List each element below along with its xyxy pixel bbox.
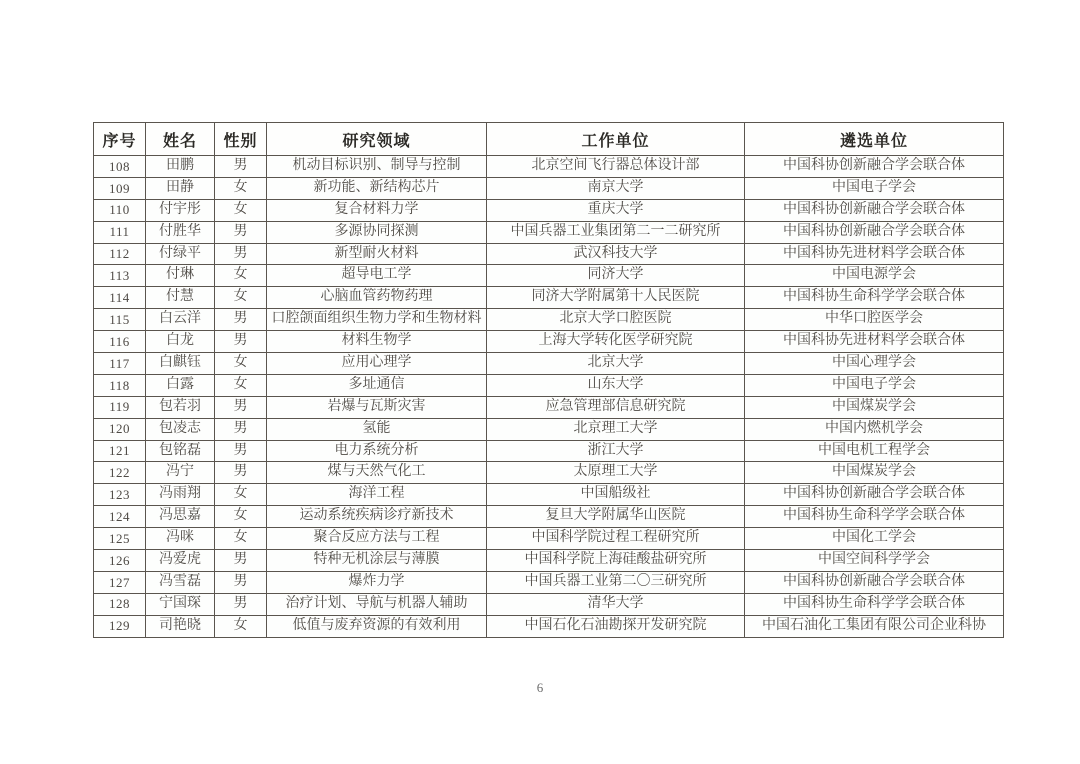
- table-cell-field: 岩爆与瓦斯灾害: [267, 396, 487, 418]
- table-cell-name: 包凌志: [146, 418, 215, 440]
- table-cell-index: 119: [94, 396, 146, 418]
- table-cell-name: 付琳: [146, 265, 215, 287]
- table-cell-gender: 女: [215, 506, 267, 528]
- table-cell-selector: 中国电子学会: [745, 374, 1004, 396]
- table-cell-selector: 中国科协创新融合学会联合体: [745, 156, 1004, 178]
- table-cell-index: 127: [94, 571, 146, 593]
- table-cell-index: 114: [94, 287, 146, 309]
- table-cell-workunit: 武汉科技大学: [487, 243, 745, 265]
- table-cell-field: 多址通信: [267, 374, 487, 396]
- table-cell-index: 118: [94, 374, 146, 396]
- table-cell-index: 110: [94, 199, 146, 221]
- table-cell-gender: 男: [215, 418, 267, 440]
- table-cell-name: 包铭磊: [146, 440, 215, 462]
- table-cell-selector: 中国煤炭学会: [745, 462, 1004, 484]
- table-cell-index: 112: [94, 243, 146, 265]
- table-cell-index: 123: [94, 484, 146, 506]
- table-cell-workunit: 中国兵器工业第二〇三研究所: [487, 571, 745, 593]
- table-cell-selector: 中国化工学会: [745, 528, 1004, 550]
- table-cell-selector: 中国空间科学学会: [745, 550, 1004, 572]
- table-cell-field: 应用心理学: [267, 353, 487, 375]
- table-cell-gender: 男: [215, 243, 267, 265]
- table-row: [94, 462, 1004, 484]
- table-cell-index: 126: [94, 550, 146, 572]
- table-cell-gender: 男: [215, 571, 267, 593]
- table-row: [94, 615, 1004, 637]
- table-cell-gender: 男: [215, 593, 267, 615]
- table-cell-workunit: 同济大学: [487, 265, 745, 287]
- table-cell-workunit: 南京大学: [487, 177, 745, 199]
- table-row: [94, 418, 1004, 440]
- table-cell-gender: 男: [215, 462, 267, 484]
- table-row: [94, 199, 1004, 221]
- table-cell-selector: 中国科协创新融合学会联合体: [745, 199, 1004, 221]
- table-row: [94, 243, 1004, 265]
- table-cell-gender: 男: [215, 221, 267, 243]
- table-cell-selector: 中国科协先进材料学会联合体: [745, 243, 1004, 265]
- table-row: [94, 440, 1004, 462]
- table-cell-workunit: 中国科学院上海硅酸盐研究所: [487, 550, 745, 572]
- table-cell-name: 白麒钰: [146, 353, 215, 375]
- table-cell-selector: 中国心理学会: [745, 353, 1004, 375]
- table-header-row: [94, 123, 1004, 156]
- table-cell-field: 机动目标识别、制导与控制: [267, 156, 487, 178]
- table-cell-field: 治疗计划、导航与机器人辅助: [267, 593, 487, 615]
- table-cell-workunit: 中国兵器工业集团第二一二研究所: [487, 221, 745, 243]
- table-cell-field: 材料生物学: [267, 331, 487, 353]
- table-cell-index: 113: [94, 265, 146, 287]
- table-cell-field: 复合材料力学: [267, 199, 487, 221]
- header-cell-index: 序号: [94, 123, 146, 156]
- table-cell-gender: 女: [215, 374, 267, 396]
- table-cell-index: 117: [94, 353, 146, 375]
- table-cell-index: 108: [94, 156, 146, 178]
- table-row: [94, 331, 1004, 353]
- table-cell-index: 124: [94, 506, 146, 528]
- header-cell-field: 研究领域: [267, 123, 487, 156]
- table-cell-field: 煤与天然气化工: [267, 462, 487, 484]
- table-cell-index: 121: [94, 440, 146, 462]
- table-cell-workunit: 中国石化石油勘探开发研究院: [487, 615, 745, 637]
- table-cell-field: 特种无机涂层与薄膜: [267, 550, 487, 572]
- table-cell-index: 120: [94, 418, 146, 440]
- table-cell-gender: 女: [215, 615, 267, 637]
- table-cell-index: 116: [94, 331, 146, 353]
- table-row: [94, 265, 1004, 287]
- table-row: [94, 309, 1004, 331]
- table-cell-name: 冯宁: [146, 462, 215, 484]
- table-cell-gender: 女: [215, 353, 267, 375]
- table-cell-workunit: 太原理工大学: [487, 462, 745, 484]
- table-cell-field: 口腔颌面组织生物力学和生物材料: [267, 309, 487, 331]
- table-cell-selector: 中国石油化工集团有限公司企业科协: [745, 615, 1004, 637]
- table-row: [94, 221, 1004, 243]
- table-cell-field: 低值与废弃资源的有效利用: [267, 615, 487, 637]
- table-cell-index: 125: [94, 528, 146, 550]
- header-cell-gender: 性别: [215, 123, 267, 156]
- table-cell-selector: 中国电源学会: [745, 265, 1004, 287]
- table-cell-name: 付慧: [146, 287, 215, 309]
- table-cell-field: 超导电工学: [267, 265, 487, 287]
- table-cell-selector: 中国科协生命科学学会联合体: [745, 287, 1004, 309]
- table-cell-field: 新型耐火材料: [267, 243, 487, 265]
- table-cell-workunit: 北京大学口腔医院: [487, 309, 745, 331]
- header-cell-workunit: 工作单位: [487, 123, 745, 156]
- table-cell-field: 运动系统疾病诊疗新技术: [267, 506, 487, 528]
- table-cell-workunit: 中国船级社: [487, 484, 745, 506]
- table-row: [94, 353, 1004, 375]
- table-cell-selector: 中国电子学会: [745, 177, 1004, 199]
- table-cell-workunit: 同济大学附属第十人民医院: [487, 287, 745, 309]
- table-cell-selector: 中国煤炭学会: [745, 396, 1004, 418]
- table-cell-gender: 女: [215, 265, 267, 287]
- table-cell-name: 宁国琛: [146, 593, 215, 615]
- table-cell-workunit: 北京理工大学: [487, 418, 745, 440]
- table-row: [94, 571, 1004, 593]
- table-cell-workunit: 上海大学转化医学研究院: [487, 331, 745, 353]
- table-cell-name: 白露: [146, 374, 215, 396]
- table-cell-workunit: 北京大学: [487, 353, 745, 375]
- table-cell-selector: 中国电机工程学会: [745, 440, 1004, 462]
- table-cell-name: 司艳晓: [146, 615, 215, 637]
- table-cell-workunit: 北京空间飞行器总体设计部: [487, 156, 745, 178]
- table-cell-gender: 男: [215, 550, 267, 572]
- table-cell-gender: 男: [215, 309, 267, 331]
- table-cell-field: 心脑血管药物药理: [267, 287, 487, 309]
- table-cell-name: 付宇彤: [146, 199, 215, 221]
- table-row: [94, 396, 1004, 418]
- table-cell-gender: 男: [215, 156, 267, 178]
- table-cell-name: 付胜华: [146, 221, 215, 243]
- table-cell-gender: 男: [215, 331, 267, 353]
- table-cell-field: 爆炸力学: [267, 571, 487, 593]
- table-cell-name: 白云洋: [146, 309, 215, 331]
- table-cell-index: 122: [94, 462, 146, 484]
- table-cell-gender: 女: [215, 528, 267, 550]
- header-cell-name: 姓名: [146, 123, 215, 156]
- table-cell-field: 多源协同探测: [267, 221, 487, 243]
- table-cell-name: 田鹏: [146, 156, 215, 178]
- table-cell-index: 109: [94, 177, 146, 199]
- table-cell-name: 冯雨翔: [146, 484, 215, 506]
- table-cell-name: 白龙: [146, 331, 215, 353]
- table-cell-gender: 女: [215, 199, 267, 221]
- table-cell-index: 115: [94, 309, 146, 331]
- table-cell-name: 田静: [146, 177, 215, 199]
- table-row: [94, 528, 1004, 550]
- page-number: 6: [536, 680, 544, 695]
- table-row: [94, 593, 1004, 615]
- table-cell-gender: 女: [215, 177, 267, 199]
- table-row: [94, 287, 1004, 309]
- table-cell-selector: 中国科协先进材料学会联合体: [745, 331, 1004, 353]
- roster-table: [93, 122, 1004, 638]
- table-cell-selector: 中国内燃机学会: [745, 418, 1004, 440]
- table-cell-field: 新功能、新结构芯片: [267, 177, 487, 199]
- table-cell-selector: 中华口腔医学会: [745, 309, 1004, 331]
- table-row: [94, 156, 1004, 178]
- table-cell-selector: 中国科协创新融合学会联合体: [745, 484, 1004, 506]
- table-cell-name: 冯思嘉: [146, 506, 215, 528]
- table-row: [94, 550, 1004, 572]
- table-cell-gender: 女: [215, 484, 267, 506]
- table-cell-workunit: 复旦大学附属华山医院: [487, 506, 745, 528]
- table-row: [94, 177, 1004, 199]
- table-cell-field: 聚合反应方法与工程: [267, 528, 487, 550]
- table-cell-name: 包若羽: [146, 396, 215, 418]
- table-row: [94, 484, 1004, 506]
- table-cell-selector: 中国科协创新融合学会联合体: [745, 571, 1004, 593]
- table-cell-selector: 中国科协创新融合学会联合体: [745, 221, 1004, 243]
- table-cell-workunit: 重庆大学: [487, 199, 745, 221]
- table-cell-name: 冯爱虎: [146, 550, 215, 572]
- table-cell-name: 冯咪: [146, 528, 215, 550]
- table-cell-workunit: 浙江大学: [487, 440, 745, 462]
- table-cell-name: 付绿平: [146, 243, 215, 265]
- header-cell-selector: 遴选单位: [745, 123, 1004, 156]
- table-cell-workunit: 中国科学院过程工程研究所: [487, 528, 745, 550]
- table-row: [94, 506, 1004, 528]
- table-row: [94, 374, 1004, 396]
- table-cell-field: 电力系统分析: [267, 440, 487, 462]
- table-cell-selector: 中国科协生命科学学会联合体: [745, 593, 1004, 615]
- table-cell-selector: 中国科协生命科学学会联合体: [745, 506, 1004, 528]
- table-cell-gender: 男: [215, 396, 267, 418]
- table-cell-field: 氢能: [267, 418, 487, 440]
- table-cell-gender: 女: [215, 287, 267, 309]
- table-cell-field: 海洋工程: [267, 484, 487, 506]
- table-cell-name: 冯雪磊: [146, 571, 215, 593]
- table-cell-workunit: 清华大学: [487, 593, 745, 615]
- table-cell-workunit: 应急管理部信息研究院: [487, 396, 745, 418]
- table-cell-index: 111: [94, 221, 146, 243]
- table-cell-workunit: 山东大学: [487, 374, 745, 396]
- table-cell-index: 129: [94, 615, 146, 637]
- table-cell-gender: 男: [215, 440, 267, 462]
- table-cell-index: 128: [94, 593, 146, 615]
